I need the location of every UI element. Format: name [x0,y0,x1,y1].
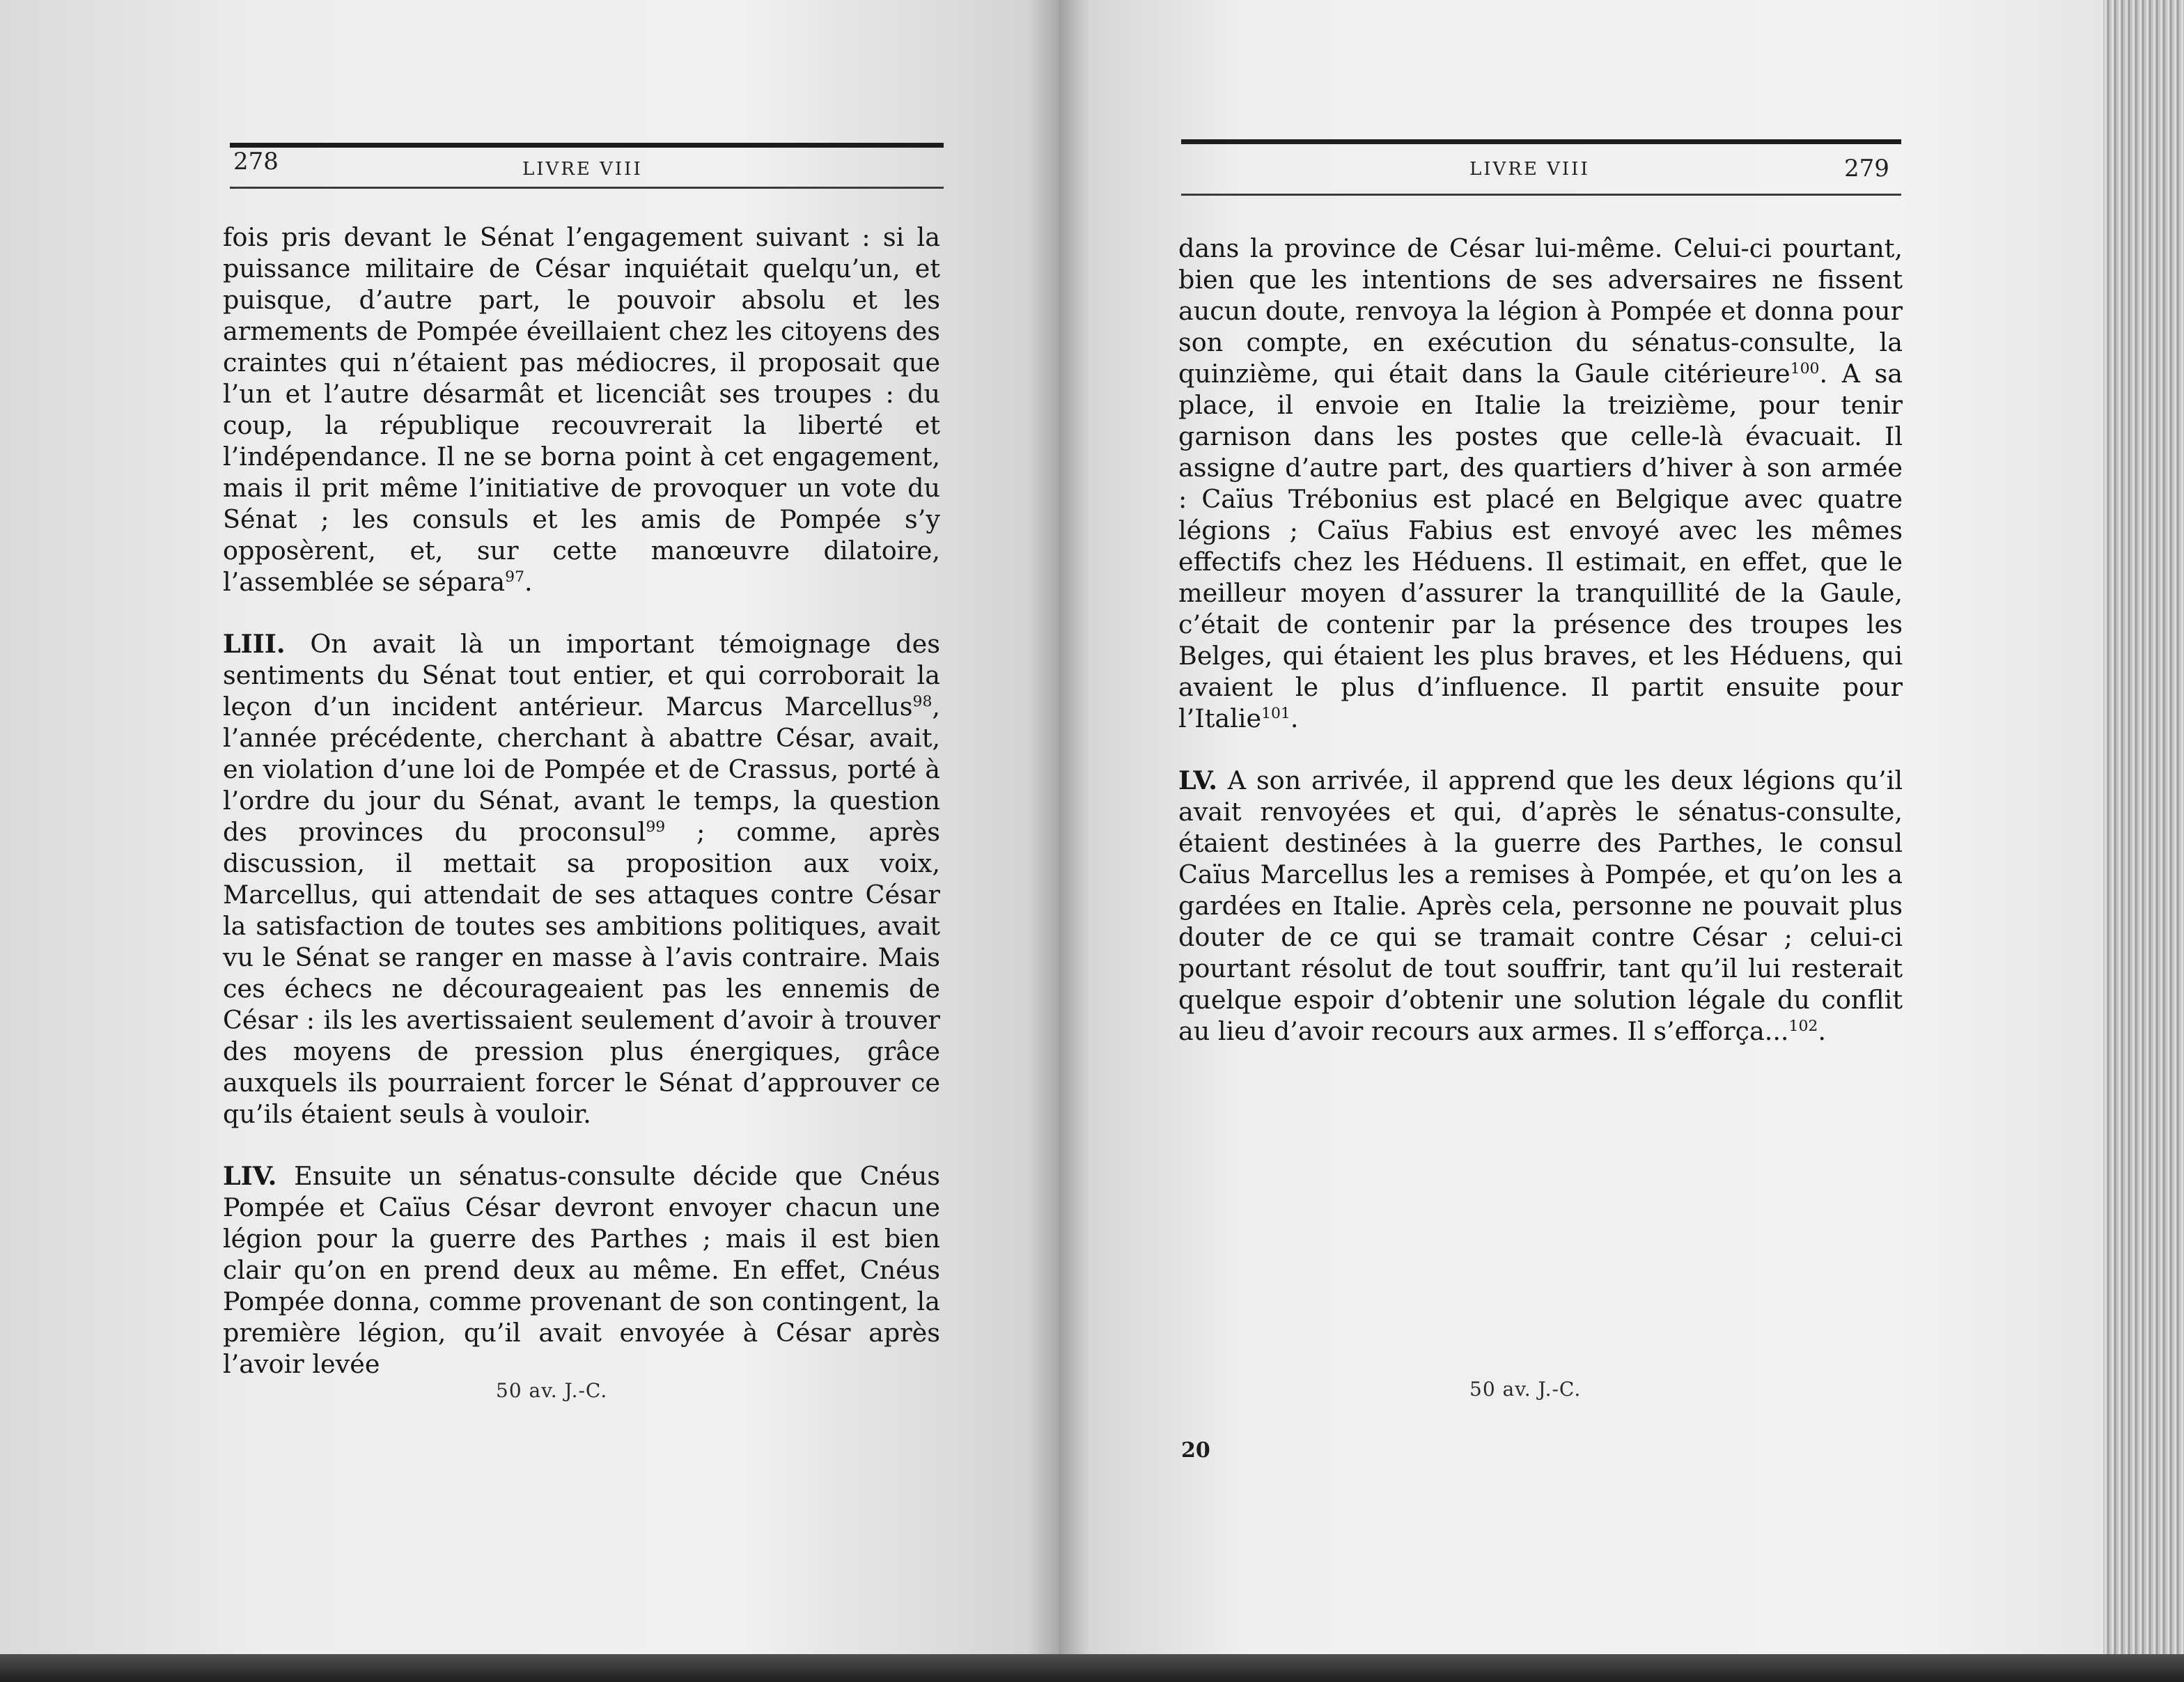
footnote-ref: 97 [505,568,525,586]
paragraph [1178,233,1903,734]
paragraph-tail: . [1818,1016,1826,1046]
header-rule [230,143,944,148]
paragraph-text: A son arrivée, il apprend que les deux légions qu’il avait renvoyées et qui, d’après le sénatus-consulte, étaient destinées à la guerre des Parthes, le consul Caïus Marcellus les a remises à Pompée, et qu’on les a gardées en Italie. Après cela, personne ne pouvait plus douter de ce qui se tramait contre César ; celui-ci pourtant résolut de tout souffrir, tant qu’il lui resterait quelque espoir d’obtenir une solution légale du conflit au lieu d’avoir recours aux armes. Il s’efforça... [1178,765,1903,1046]
footnote-ref: 98 [912,692,933,710]
paragraph-tail: . [1290,703,1299,733]
paragraph-text: On avait là un important témoignage des sentiments du Sénat tout entier, et qui corroborait la leçon d’un incident antérieur. Marcus Marcellus [223,629,940,722]
section-number: LV. [1178,765,1217,795]
paragraph [223,221,940,598]
section-number: LIV. [223,1161,277,1191]
bottom-shadow [0,1654,2184,1682]
running-head: LIVRE VIII [522,159,643,180]
footnote-ref: 102 [1788,1017,1818,1035]
footnote-ref: 99 [646,818,666,836]
page-number: 279 [1844,155,1889,182]
running-head: LIVRE VIII [1469,159,1590,180]
header-rule-lower [230,187,944,189]
paragraph-section-liii [223,628,940,1130]
paragraph-section-lv [1178,765,1903,1047]
page-number: 278 [233,148,279,176]
paragraph-section-liv [223,1160,940,1380]
paragraph-text: Ensuite un sénatus-consulte décide que Cnéus Pompée et Caïus César devront envoyer chacun une légion pour la guerre des Parthes ; mais il est bien clair qu’on en prend deux au même. En effet, Cnéus Pompée donna, comme provenant de son contingent, la première légion, qu’il avait envoyée à César après l’avoir levée [223,1161,940,1379]
left-page [0,0,1059,1658]
page-edges [2103,0,2184,1682]
right-text-block [1178,233,1903,1047]
paragraph-tail: , l’année précédente, cherchant à abattre César, avait, en violation d’une loi de Pompée et de Crassus, porté à l’ordre du jour du Sénat, avant le temps, la question des provinces du proconsul [223,692,940,847]
paragraph-tail: . [524,567,533,597]
header-rule-lower [1181,194,1901,196]
sheet-number: 20 [1181,1438,1210,1463]
left-text-block [223,221,940,1380]
footnote-ref: 100 [1790,359,1820,377]
paragraph-tail: . A sa place, il envoie en Italie la treizième, pour tenir garnison dans les postes que celle-là évacuait. Il assigne d’autre part, des quartiers d’hiver à son armée : Caïus Trébonius est placé en Belgique avec quatre légions ; Caïus Fabius est envoyé avec les mêmes effectifs chez les Héduens. Il estimait, en effet, que le meilleur moyen d’assurer la tranquillité de la Gaule, c’était de contenir par la présence des troupes les Belges, qui étaient les plus braves, et les Héduens, qui avaient le plus d’influence. Il partit ensuite pour l’Italie [1178,359,1903,733]
footnote-ref: 101 [1261,704,1290,722]
paragraph-tail: ; comme, après discussion, il mettait sa proposition aux voix, Marcellus, qui attendait de ses attaques contre César la satisfaction de toutes ses ambitions politiques, avait vu le Sénat se ranger en masse à l’avis contraire. Mais ces échecs ne décourageaient pas les ennemis de César : ils les avertissaient seulement d’avoir à trouver des moyens de pression plus énergiques, grâce auxquels ils pourraient forcer le Sénat d’approuver ce qu’ils étaient seuls à vouloir. [223,817,940,1129]
footer-date: 50 av. J.-C. [1469,1378,1582,1401]
section-number: LIII. [223,629,286,659]
header-rule [1181,139,1901,144]
paragraph-text: dans la province de César lui-même. Celui-ci pourtant, bien que les intentions de ses adversaires ne fissent aucun doute, renvoya la légion à Pompée et donna pour son compte, en exécution du sénatus-consulte, la quinzième, qui était dans la Gaule citérieure [1178,233,1903,389]
paragraph-text: fois pris devant le Sénat l’engagement suivant : si la puissance militaire de César inquiétait quelqu’un, et puisque, d’autre part, le pouvoir absolu et les armements de Pompée éveillaient chez les citoyens des craintes qui n’étaient pas médiocres, il proposait que l’un et l’autre désarmât et licenciât ses troupes : du coup, la république recouvrerait la liberté et l’indépendance. Il ne se borna point à cet engagement, mais il prit même l’initiative de provoquer un vote du Sénat ; les consuls et les amis de Pompée s’y opposèrent, et, sur cette manœuvre dilatoire, l’assemblée se sépara [223,222,940,597]
footer-date: 50 av. J.-C. [496,1379,608,1402]
right-page [1059,0,2103,1658]
